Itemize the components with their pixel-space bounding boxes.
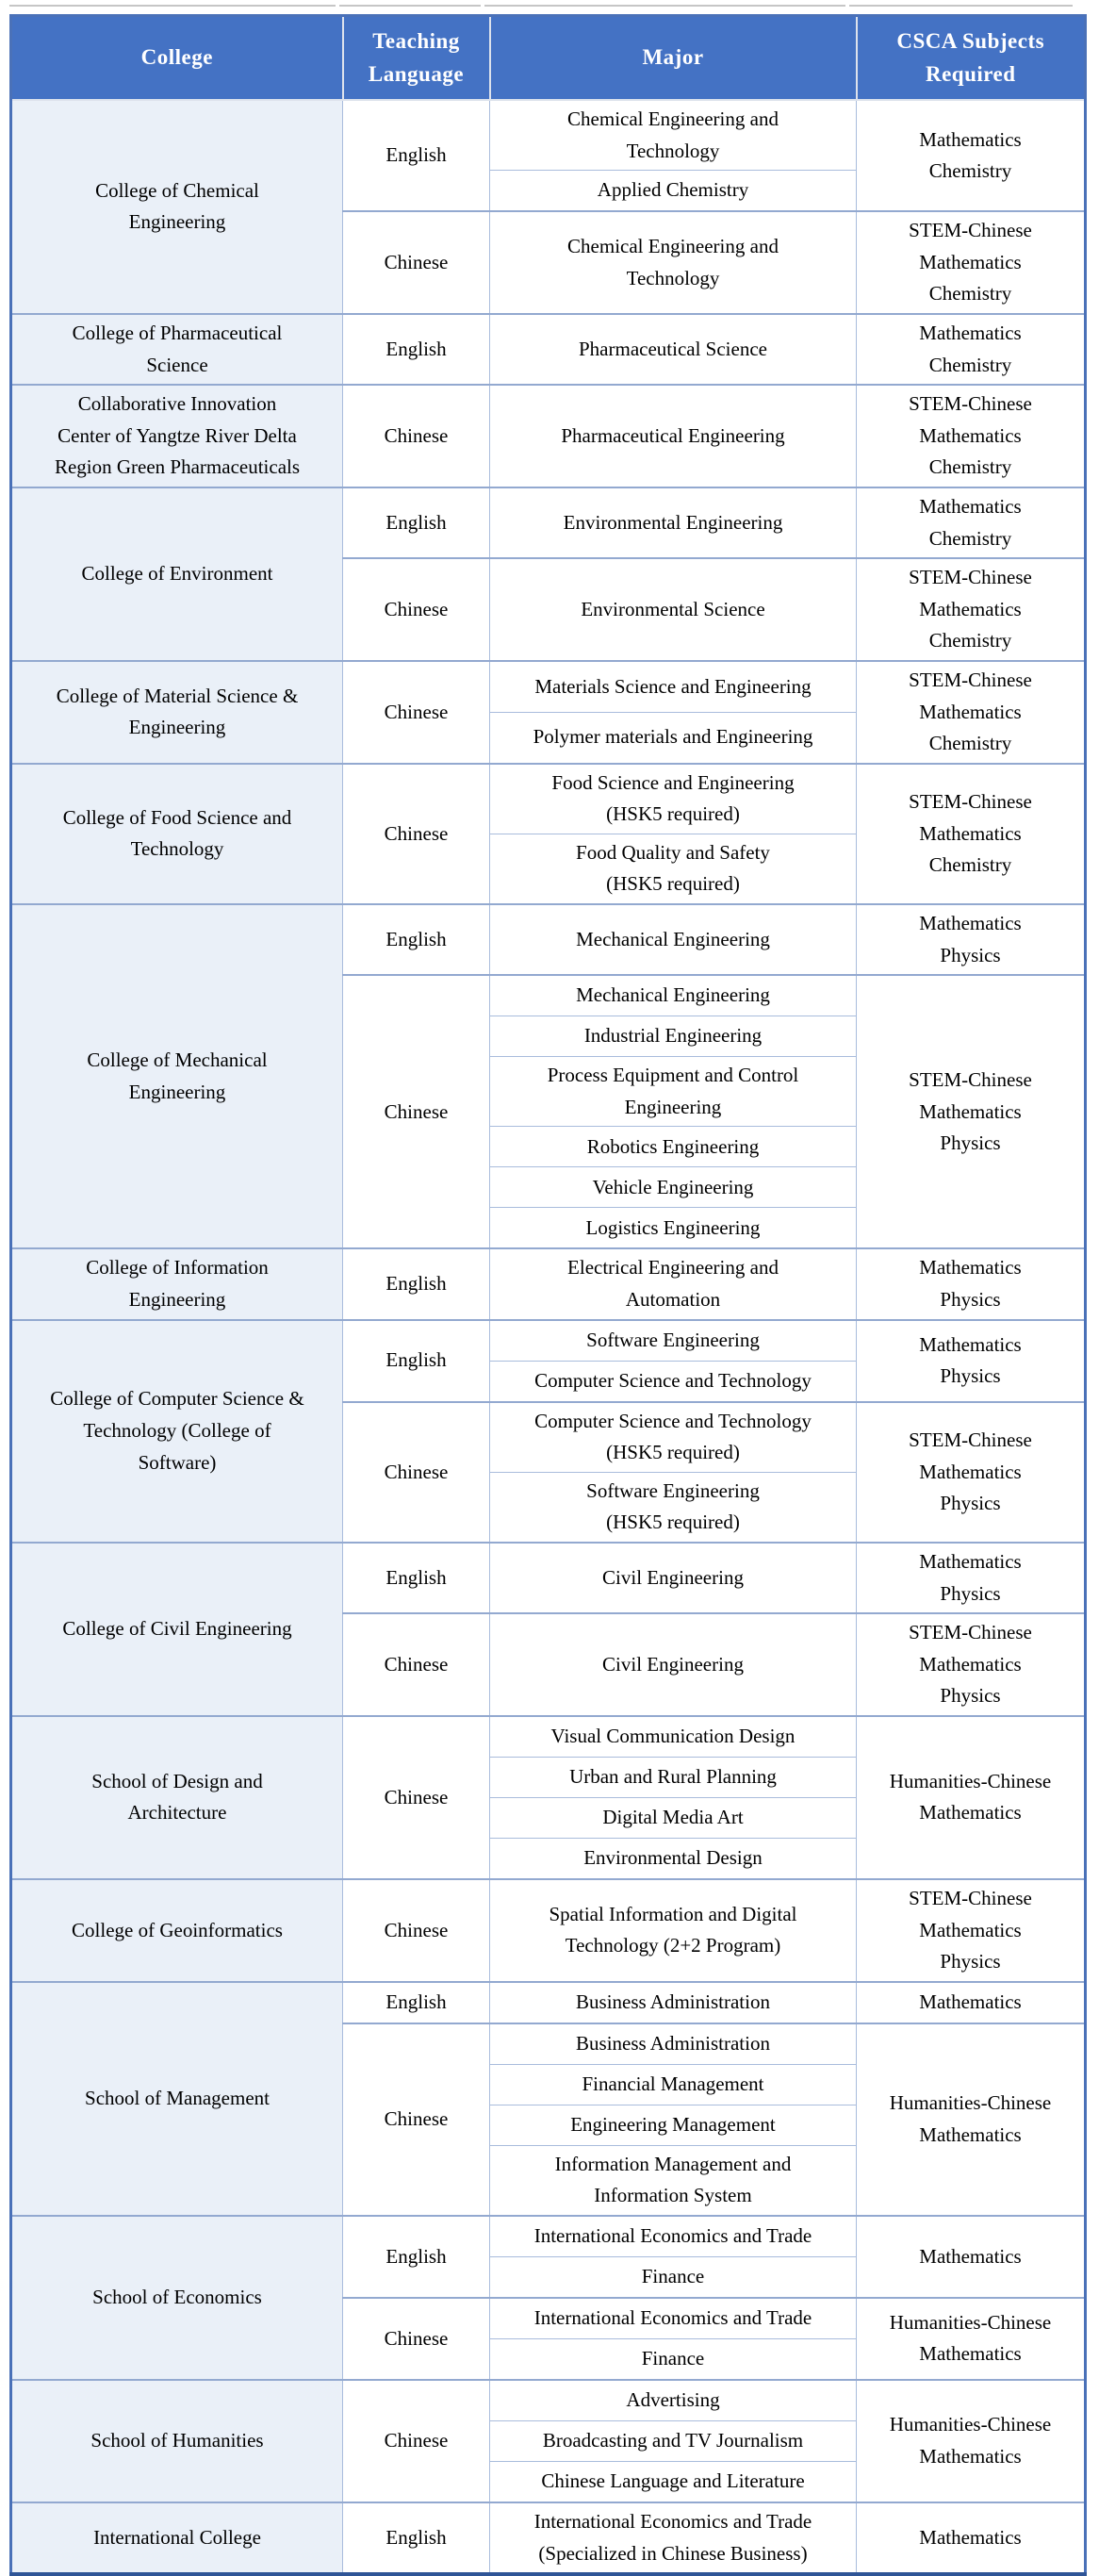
major-cell (490, 1016, 857, 1057)
text-line: Information Management and (554, 2152, 792, 2175)
major-cell (490, 904, 857, 975)
text-line: English (385, 927, 447, 950)
text-line: English (385, 143, 447, 167)
major-cell (490, 2145, 857, 2216)
subjects-cell (857, 211, 1086, 314)
text-line: Mathematics (919, 1918, 1022, 1941)
text-line: Spatial Information and Digital (549, 1902, 797, 1925)
language-cell (343, 2380, 490, 2502)
text-line: Mathematics (919, 1460, 1022, 1483)
college-cell (11, 1982, 343, 2216)
subjects-cell (857, 661, 1086, 764)
language-cell (343, 558, 490, 661)
text-line: (HSK5 required) (606, 1441, 740, 1464)
major-cell (490, 2023, 857, 2065)
language-cell (343, 1613, 490, 1716)
text-line: Industrial Engineering (583, 1024, 763, 1048)
language-cell (343, 385, 490, 487)
text-line: STEM-Chinese (909, 789, 1032, 813)
text-line: College of Chemical (95, 178, 259, 202)
text-line: Physics (940, 1581, 1001, 1605)
college-cell (11, 1879, 343, 1982)
text-line: Chinese (384, 597, 449, 620)
text-line: Physics (940, 1131, 1001, 1155)
major-cell (490, 764, 857, 834)
major-cell (490, 314, 857, 385)
text-line: Chinese (384, 1460, 449, 1483)
subjects-cell (857, 385, 1086, 487)
text-line: Physics (940, 1364, 1001, 1388)
subjects-cell (857, 1320, 1086, 1402)
college-cell (11, 100, 343, 314)
table-row (11, 1716, 1086, 1758)
text-line: Mathematics (919, 127, 1022, 151)
text-line: Technology (130, 837, 224, 861)
major-cell (490, 2216, 857, 2257)
college-cell (11, 1716, 343, 1879)
admissions-table (9, 14, 1087, 2576)
text-line: Technology (College of (83, 1419, 271, 1443)
text-line: Food Quality and Safety (576, 840, 770, 864)
major-cell (490, 1716, 857, 1758)
text-line: College of Mechanical (87, 1049, 268, 1072)
table-row (11, 1320, 1086, 1362)
language-cell (343, 100, 490, 211)
major-cell (490, 1472, 857, 1543)
major-cell (490, 1402, 857, 1473)
table-row (11, 100, 1086, 171)
text-line: Technology (2+2 Program) (565, 1934, 781, 1957)
text-line: College of Geoinformatics (72, 1918, 283, 1941)
text-line: Business Administration (576, 2031, 770, 2055)
table-row (11, 1879, 1086, 1982)
college-cell (11, 1543, 343, 1716)
subjects-cell (857, 1402, 1086, 1543)
major-cell (490, 1167, 857, 1208)
text-line: International Economics and Trade (533, 2224, 812, 2248)
major-cell (490, 1208, 857, 1249)
college-cell (11, 904, 343, 1248)
text-line: Center of Yangtze River Delta (57, 423, 297, 447)
text-line: Mathematics (919, 912, 1022, 935)
major-cell (490, 2338, 857, 2380)
text-line: College of Information (86, 1256, 269, 1280)
college-cell (11, 661, 343, 764)
language-cell (343, 975, 490, 1248)
text-line: English (385, 510, 447, 534)
text-line: Engineering (128, 716, 226, 739)
text-line: Mathematics (919, 1256, 1022, 1280)
major-cell (490, 1797, 857, 1838)
text-line: Mathematics (919, 700, 1022, 723)
language-cell (343, 1248, 490, 1319)
language-cell (343, 1543, 490, 1613)
subjects-cell (857, 1248, 1086, 1319)
header-cell-language: Teaching Language (343, 16, 490, 101)
text-line: Mathematics (919, 250, 1022, 273)
text-line: Computer Science and Technology (534, 1409, 812, 1432)
text-line: Mathematics (919, 2342, 1022, 2366)
text-line: Science (146, 353, 208, 376)
text-line: Chemistry (928, 526, 1012, 550)
text-line: Mathematics (919, 821, 1022, 845)
text-line: Finance (641, 2347, 705, 2370)
subjects-cell (857, 2298, 1086, 2380)
table-row (11, 764, 1086, 834)
subjects-cell (857, 558, 1086, 661)
text-line: Environmental Design (583, 1846, 763, 1870)
major-cell (490, 712, 857, 763)
language-cell (343, 2023, 490, 2216)
text-line: Urban and Rural Planning (569, 1765, 777, 1789)
text-line: Physics (940, 1288, 1001, 1312)
major-cell (490, 2064, 857, 2105)
text-line: Chemistry (928, 159, 1012, 183)
text-line: Mathematics (919, 321, 1022, 344)
text-line: STEM-Chinese (909, 566, 1032, 589)
text-line: Chemical Engineering and (567, 107, 779, 130)
major-cell (490, 211, 857, 314)
text-line: Computer Science and Technology (534, 1368, 812, 1392)
cropped-row-segment (484, 2, 845, 7)
major-cell (490, 2461, 857, 2502)
text-line: Environmental Science (581, 597, 765, 620)
language-cell (343, 487, 490, 558)
text-line: School of Economics (92, 2286, 262, 2309)
text-line: College of Pharmaceutical (72, 321, 283, 344)
text-line: (HSK5 required) (606, 1511, 740, 1534)
major-cell (490, 1248, 857, 1319)
subjects-cell (857, 1982, 1086, 2023)
major-cell (490, 2298, 857, 2339)
college-cell (11, 2380, 343, 2502)
major-cell (490, 385, 857, 487)
text-line: Food Science and Engineering (551, 770, 795, 794)
text-line: STEM-Chinese (909, 219, 1032, 242)
table-row (11, 661, 1086, 712)
table-row (11, 904, 1086, 975)
table-row (11, 385, 1086, 487)
text-line: Chinese (384, 821, 449, 845)
table-row (11, 487, 1086, 558)
text-line: Financial Management (582, 2072, 764, 2095)
text-line: STEM-Chinese (909, 1886, 1032, 1909)
text-line: Mechanical Engineering (576, 983, 770, 1007)
text-line: Architecture (127, 1801, 227, 1825)
subjects-cell (857, 1613, 1086, 1716)
college-cell (11, 1320, 343, 1543)
text-line: STEM-Chinese (909, 392, 1032, 416)
text-line: Physics (940, 1684, 1001, 1708)
text-line: (HSK5 required) (606, 802, 740, 826)
text-line: Chinese Language and Literature (541, 2469, 805, 2493)
text-line: Software Engineering (586, 1328, 760, 1351)
text-line: Chinese (384, 423, 449, 447)
header-cell-college: College (11, 16, 343, 101)
text-line: STEM-Chinese (909, 1067, 1032, 1091)
major-cell (490, 1982, 857, 2023)
text-line: International Economics and Trade (533, 2306, 812, 2330)
text-line: English (385, 1348, 447, 1372)
text-line: English (385, 2244, 447, 2268)
header-row (11, 16, 1086, 101)
language-cell (343, 211, 490, 314)
major-cell (490, 1361, 857, 1402)
text-line: Visual Communication Design (550, 1725, 796, 1748)
text-line: Mathematics (919, 1652, 1022, 1676)
text-line: Humanities-Chinese (889, 2091, 1052, 2115)
text-line: College of Computer Science & (50, 1387, 304, 1411)
text-line: Process Equipment and Control (547, 1064, 799, 1087)
text-line: Region Green Pharmaceuticals (54, 455, 301, 479)
major-cell (490, 2256, 857, 2298)
language-cell (343, 2216, 490, 2298)
table-body (11, 100, 1086, 2574)
text-line: Chinese (384, 2429, 449, 2452)
table-row (11, 314, 1086, 385)
text-line: Mechanical Engineering (576, 927, 770, 950)
text-line: Chinese (384, 700, 449, 723)
header-cell-major: Major (490, 16, 857, 101)
text-line: English (385, 337, 447, 360)
text-line: Technology (626, 139, 720, 162)
text-line: Engineering (128, 210, 226, 234)
text-line: English (385, 1565, 447, 1589)
text-line: Physics (940, 1492, 1001, 1515)
subjects-cell (857, 2023, 1086, 2216)
text-line: Digital Media Art (602, 1806, 744, 1829)
subjects-cell (857, 904, 1086, 975)
cropped-row-remnant (9, 2, 1084, 7)
text-line: Chemistry (928, 282, 1012, 305)
header-cell-subjects: CSCA Subjects Required (857, 16, 1086, 101)
text-line: Mathematics (919, 1801, 1022, 1825)
text-line: English (385, 2525, 447, 2549)
text-line: Mathematics (919, 2244, 1022, 2268)
subjects-cell (857, 1716, 1086, 1879)
text-line: Chinese (384, 1099, 449, 1123)
text-line: Humanities-Chinese (889, 2310, 1052, 2334)
text-line: STEM-Chinese (909, 668, 1032, 691)
text-line: Mathematics (919, 2122, 1022, 2146)
college-cell (11, 314, 343, 385)
major-cell (490, 1057, 857, 1127)
college-cell (11, 2502, 343, 2574)
text-line: Engineering (128, 1288, 226, 1312)
text-line: School of Humanities (90, 2429, 264, 2452)
text-line: Technology (626, 266, 720, 289)
text-line: Business Administration (576, 1990, 770, 2013)
text-line: Automation (625, 1288, 721, 1312)
cropped-row-segment (339, 2, 481, 7)
text-line: Mathematics (919, 1332, 1022, 1356)
page (0, 2, 1099, 2576)
text-line: Electrical Engineering and (567, 1256, 779, 1280)
text-line: Logistics Engineering (585, 1215, 761, 1239)
table-header (11, 16, 1086, 101)
text-line: Humanities-Chinese (889, 2413, 1052, 2436)
subjects-cell (857, 100, 1086, 211)
language-cell (343, 1716, 490, 1879)
college-cell (11, 1248, 343, 1319)
major-cell (490, 1838, 857, 1879)
text-line: Chemistry (928, 353, 1012, 376)
text-line: Mathematics (919, 423, 1022, 447)
table-row (11, 1248, 1086, 1319)
text-line: Mathematics (919, 1990, 1022, 2013)
text-line: Mathematics (919, 597, 1022, 620)
text-line: STEM-Chinese (909, 1428, 1032, 1451)
text-line: Engineering Management (570, 2112, 776, 2136)
major-cell (490, 975, 857, 1016)
text-line: Chinese (384, 1785, 449, 1808)
major-cell (490, 100, 857, 171)
text-line: Collaborative Innovation (77, 392, 277, 416)
subjects-cell (857, 1879, 1086, 1982)
subjects-cell (857, 764, 1086, 904)
text-line: Chemistry (928, 629, 1012, 652)
text-line: Physics (940, 943, 1001, 966)
major-cell (490, 1320, 857, 1362)
text-line: Civil Engineering (602, 1565, 744, 1589)
major-cell (490, 2105, 857, 2145)
text-line: Engineering (624, 1095, 722, 1118)
text-line: International College (93, 2525, 261, 2549)
text-line: STEM-Chinese (909, 1621, 1032, 1644)
college-cell (11, 385, 343, 487)
text-line: (Specialized in Chinese Business) (538, 2541, 808, 2565)
language-cell (343, 1982, 490, 2023)
major-cell (490, 1543, 857, 1613)
text-line: College of Food Science and (62, 805, 292, 829)
table-row (11, 1543, 1086, 1613)
text-line: Chemistry (928, 853, 1012, 877)
text-line: College of Material Science & (56, 684, 299, 707)
language-cell (343, 1402, 490, 1543)
text-line: Mathematics (919, 1550, 1022, 1573)
subjects-cell (857, 487, 1086, 558)
text-line: Mathematics (919, 1099, 1022, 1123)
text-line: Humanities-Chinese (889, 1769, 1052, 1792)
text-line: International Economics and Trade (533, 2509, 812, 2533)
text-line: Robotics Engineering (586, 1134, 760, 1158)
text-line: Software Engineering (586, 1478, 760, 1502)
text-line: School of Management (85, 2087, 270, 2110)
text-line: English (385, 1990, 447, 2013)
text-line: School of Design and (91, 1769, 263, 1792)
college-cell (11, 2216, 343, 2380)
text-line: Applied Chemistry (597, 178, 749, 202)
text-line: Mathematics (919, 2444, 1022, 2468)
text-line: Advertising (626, 2388, 720, 2412)
language-cell (343, 2298, 490, 2380)
text-line: Engineering (128, 1080, 226, 1103)
text-line: Vehicle Engineering (592, 1175, 754, 1198)
language-cell (343, 904, 490, 975)
text-line: Finance (641, 2265, 705, 2288)
text-line: College of Civil Engineering (62, 1617, 292, 1641)
text-line: Environmental Engineering (563, 510, 783, 534)
subjects-cell (857, 975, 1086, 1248)
major-cell (490, 1879, 857, 1982)
subjects-cell (857, 2502, 1086, 2574)
text-line: Chinese (384, 1918, 449, 1941)
text-line: Broadcasting and TV Journalism (542, 2429, 804, 2452)
major-cell (490, 2420, 857, 2461)
major-cell (490, 171, 857, 212)
text-line: Information System (594, 2184, 752, 2207)
subjects-cell (857, 2380, 1086, 2502)
major-cell (490, 2502, 857, 2574)
text-line: Chinese (384, 250, 449, 273)
text-line: Mathematics (919, 494, 1022, 518)
major-cell (490, 1127, 857, 1167)
text-line: Chinese (384, 1652, 449, 1676)
text-line: Civil Engineering (602, 1652, 744, 1676)
language-cell (343, 764, 490, 904)
table-row (11, 2216, 1086, 2257)
text-line: Chinese (384, 2326, 449, 2350)
major-cell (490, 487, 857, 558)
text-line: (HSK5 required) (606, 872, 740, 896)
language-cell (343, 1879, 490, 1982)
subjects-cell (857, 2216, 1086, 2298)
text-line: Physics (940, 1950, 1001, 1973)
text-line: Mathematics (919, 2525, 1022, 2549)
subjects-cell (857, 314, 1086, 385)
text-line: Chinese (384, 2107, 449, 2131)
text-line: Pharmaceutical Science (579, 337, 767, 360)
text-line: Materials Science and Engineering (534, 674, 812, 698)
language-cell (343, 1320, 490, 1402)
text-line: Chemical Engineering and (567, 234, 779, 257)
text-line: Software) (138, 1450, 217, 1474)
table-row (11, 1982, 1086, 2023)
major-cell (490, 661, 857, 712)
cropped-row-segment (849, 2, 1073, 7)
table-row (11, 2380, 1086, 2421)
text-line: Chemistry (928, 455, 1012, 479)
language-cell (343, 314, 490, 385)
major-cell (490, 1757, 857, 1797)
major-cell (490, 558, 857, 661)
text-line: Chemistry (928, 732, 1012, 755)
text-line: Polymer materials and Engineering (533, 725, 813, 749)
text-line: English (385, 1272, 447, 1296)
college-cell (11, 487, 343, 661)
major-cell (490, 1613, 857, 1716)
cropped-row-segment (9, 2, 336, 7)
language-cell (343, 2502, 490, 2574)
college-cell (11, 764, 343, 904)
major-cell (490, 834, 857, 904)
major-cell (490, 2380, 857, 2421)
table-row (11, 2502, 1086, 2574)
subjects-cell (857, 1543, 1086, 1613)
language-cell (343, 661, 490, 764)
text-line: Pharmaceutical Engineering (561, 423, 785, 447)
text-line: College of Environment (81, 562, 273, 586)
